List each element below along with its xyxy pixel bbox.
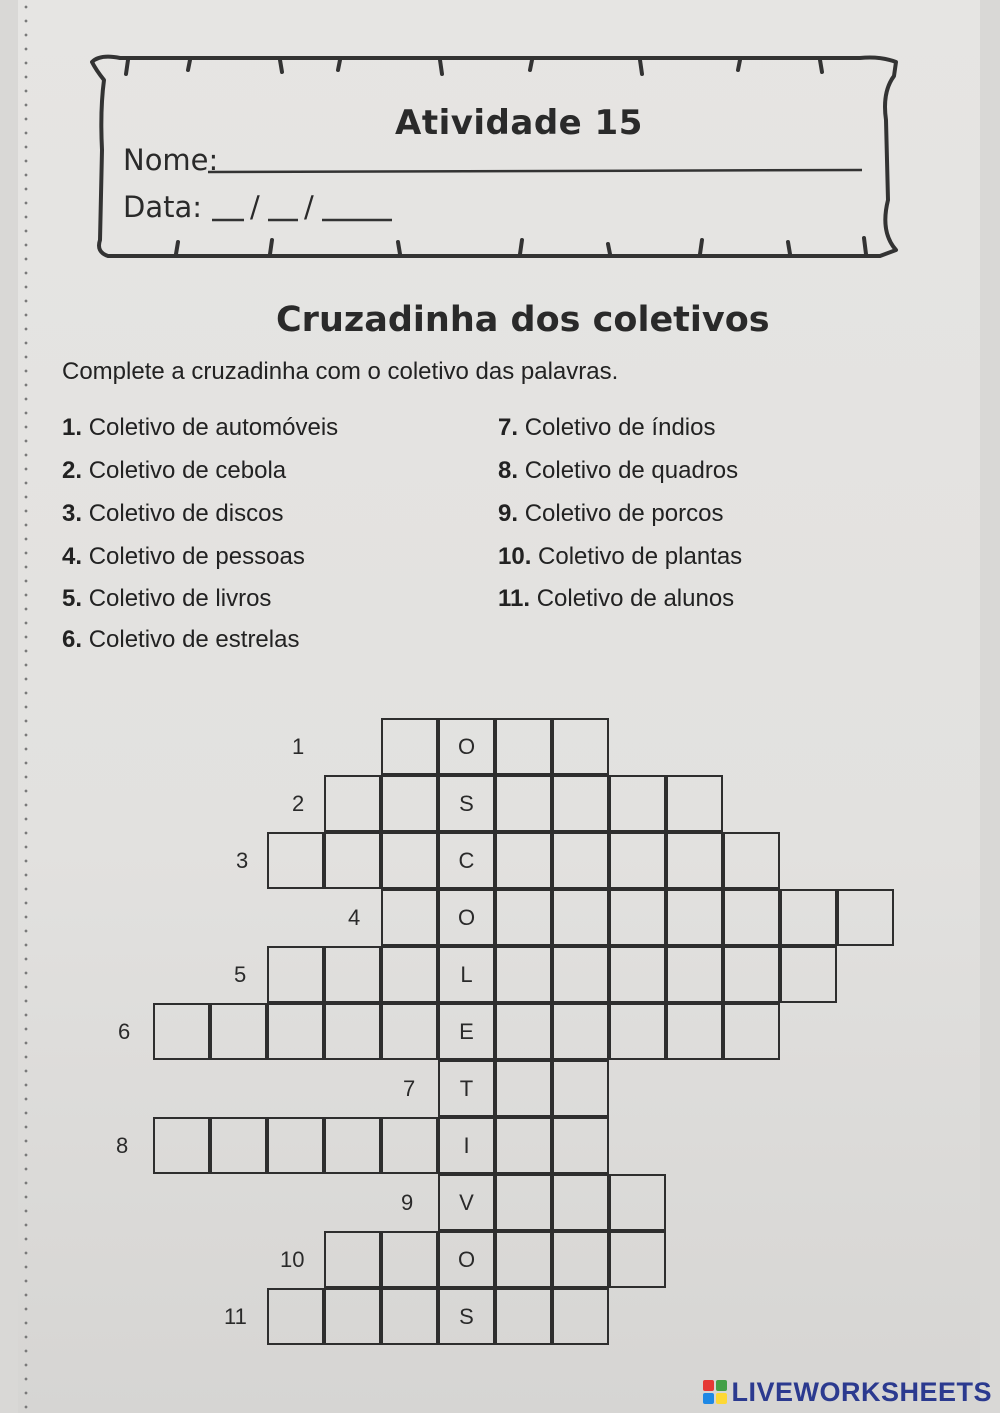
crossword-key-cell: S — [438, 775, 495, 832]
crossword-cell[interactable] — [723, 1003, 780, 1060]
crossword-cell[interactable] — [381, 946, 438, 1003]
crossword-cell[interactable] — [153, 1003, 210, 1060]
crossword-cell[interactable] — [495, 775, 552, 832]
crossword-cell[interactable] — [381, 775, 438, 832]
crossword-cell[interactable] — [381, 1231, 438, 1288]
crossword-cell[interactable] — [381, 832, 438, 889]
crossword-cell[interactable] — [324, 1117, 381, 1174]
date-separator: / — [304, 190, 314, 224]
crossword-cell[interactable] — [324, 832, 381, 889]
crossword-cell[interactable] — [552, 775, 609, 832]
crossword-cell[interactable] — [381, 889, 438, 946]
clue-item: 5. Coletivo de livros — [62, 585, 272, 612]
crossword-key-cell: V — [438, 1174, 495, 1231]
crossword-cell[interactable] — [324, 946, 381, 1003]
crossword-key-cell: T — [438, 1060, 495, 1117]
crossword-key-cell: O — [438, 718, 495, 775]
clue-item: 1. Coletivo de automóveis — [62, 414, 339, 441]
clue-item: 3. Coletivo de discos — [62, 500, 284, 527]
clue-item: 11. Coletivo de alunos — [498, 585, 735, 612]
crossword-cell[interactable] — [552, 1003, 609, 1060]
crossword-cell[interactable] — [324, 775, 381, 832]
crossword-row-number: 11 — [224, 1304, 247, 1329]
crossword-cell[interactable] — [153, 1117, 210, 1174]
crossword-row-number: 4 — [348, 905, 361, 930]
date-label: Data: — [123, 190, 203, 224]
crossword-cell[interactable] — [666, 946, 723, 1003]
crossword-key-cell: S — [438, 1288, 495, 1345]
clue-item: 9. Coletivo de porcos — [498, 500, 724, 527]
crossword-cell[interactable] — [552, 718, 609, 775]
clue-item: 8. Coletivo de quadros — [498, 457, 739, 484]
date-separator: / — [250, 190, 260, 224]
crossword-cell[interactable] — [609, 832, 666, 889]
liveworksheets-logo: LIVEWORKSHEETS — [703, 1376, 992, 1408]
crossword-cell[interactable] — [495, 1060, 552, 1117]
clue-item: 4. Coletivo de pessoas — [62, 543, 305, 570]
crossword-cell[interactable] — [267, 1003, 324, 1060]
crossword-cell[interactable] — [666, 775, 723, 832]
crossword-cell[interactable] — [609, 775, 666, 832]
crossword-cell[interactable] — [267, 832, 324, 889]
crossword-cell[interactable] — [495, 946, 552, 1003]
crossword-cell[interactable] — [381, 1117, 438, 1174]
crossword-row-number: 7 — [403, 1076, 416, 1101]
crossword-row-number: 10 — [280, 1247, 305, 1272]
crossword-key-cell: E — [438, 1003, 495, 1060]
liveworksheets-logo-icon — [703, 1380, 727, 1404]
clue-item: 2. Coletivo de cebola — [62, 457, 287, 484]
crossword-cell[interactable] — [381, 1288, 438, 1345]
crossword-cell[interactable] — [609, 1003, 666, 1060]
crossword-row-number: 3 — [236, 848, 249, 873]
activity-title: Atividade 15 — [395, 103, 643, 143]
crossword-cell[interactable] — [381, 718, 438, 775]
crossword-cell[interactable] — [609, 1174, 666, 1231]
crossword-cell[interactable] — [267, 946, 324, 1003]
crossword-cell[interactable] — [552, 832, 609, 889]
crossword-cell[interactable] — [210, 1003, 267, 1060]
crossword-cell[interactable] — [552, 889, 609, 946]
crossword-row-number: 1 — [292, 734, 305, 759]
crossword-cell[interactable] — [210, 1117, 267, 1174]
crossword-cell[interactable] — [495, 1231, 552, 1288]
crossword-cell[interactable] — [552, 1117, 609, 1174]
crossword-cell[interactable] — [495, 832, 552, 889]
crossword-row-number: 8 — [116, 1133, 129, 1158]
crossword-cell[interactable] — [666, 832, 723, 889]
clue-item: 7. Coletivo de índios — [498, 414, 716, 441]
crossword-cell[interactable] — [609, 946, 666, 1003]
crossword-cell[interactable] — [609, 889, 666, 946]
crossword-key-cell: I — [438, 1117, 495, 1174]
crossword-cell[interactable] — [495, 1117, 552, 1174]
instruction-text: Complete a cruzadinha com o coletivo das palavras. — [62, 358, 619, 385]
crossword-key-cell: C — [438, 832, 495, 889]
crossword-row-number: 5 — [234, 962, 247, 987]
crossword-key-cell: L — [438, 946, 495, 1003]
crossword-row-number: 2 — [292, 791, 305, 816]
crossword-cell[interactable] — [324, 1003, 381, 1060]
crossword-cell[interactable] — [552, 946, 609, 1003]
crossword-cell[interactable] — [837, 889, 894, 946]
crossword-key-cell: O — [438, 889, 495, 946]
crossword-cell[interactable] — [780, 946, 837, 1003]
crossword-cell[interactable] — [324, 1231, 381, 1288]
crossword-cell[interactable] — [552, 1174, 609, 1231]
crossword-cell[interactable] — [495, 1174, 552, 1231]
crossword-cell[interactable] — [495, 718, 552, 775]
crossword-cell[interactable] — [381, 1003, 438, 1060]
crossword-cell[interactable] — [780, 889, 837, 946]
worksheet-subtitle: Cruzadinha dos coletivos — [276, 300, 770, 340]
crossword-cell[interactable] — [267, 1117, 324, 1174]
crossword-cell[interactable] — [495, 1288, 552, 1345]
crossword-cell[interactable] — [609, 1231, 666, 1288]
crossword-cell[interactable] — [666, 889, 723, 946]
crossword-cell[interactable] — [495, 889, 552, 946]
crossword-row-number: 9 — [401, 1190, 414, 1215]
crossword-key-cell: O — [438, 1231, 495, 1288]
crossword-cell[interactable] — [495, 1003, 552, 1060]
crossword-cell[interactable] — [723, 946, 780, 1003]
crossword-cell[interactable] — [267, 1288, 324, 1345]
crossword-cell[interactable] — [723, 832, 780, 889]
crossword-cell[interactable] — [324, 1288, 381, 1345]
crossword-cell[interactable] — [552, 1060, 609, 1117]
crossword-cell[interactable] — [552, 1231, 609, 1288]
clue-item: 6. Coletivo de estrelas — [62, 626, 300, 653]
name-label: Nome: — [123, 143, 219, 177]
crossword-cell[interactable] — [666, 1003, 723, 1060]
crossword-row-number: 6 — [118, 1019, 131, 1044]
crossword-cell[interactable] — [723, 889, 780, 946]
clue-item: 10. Coletivo de plantas — [498, 543, 743, 570]
crossword-cell[interactable] — [552, 1288, 609, 1345]
